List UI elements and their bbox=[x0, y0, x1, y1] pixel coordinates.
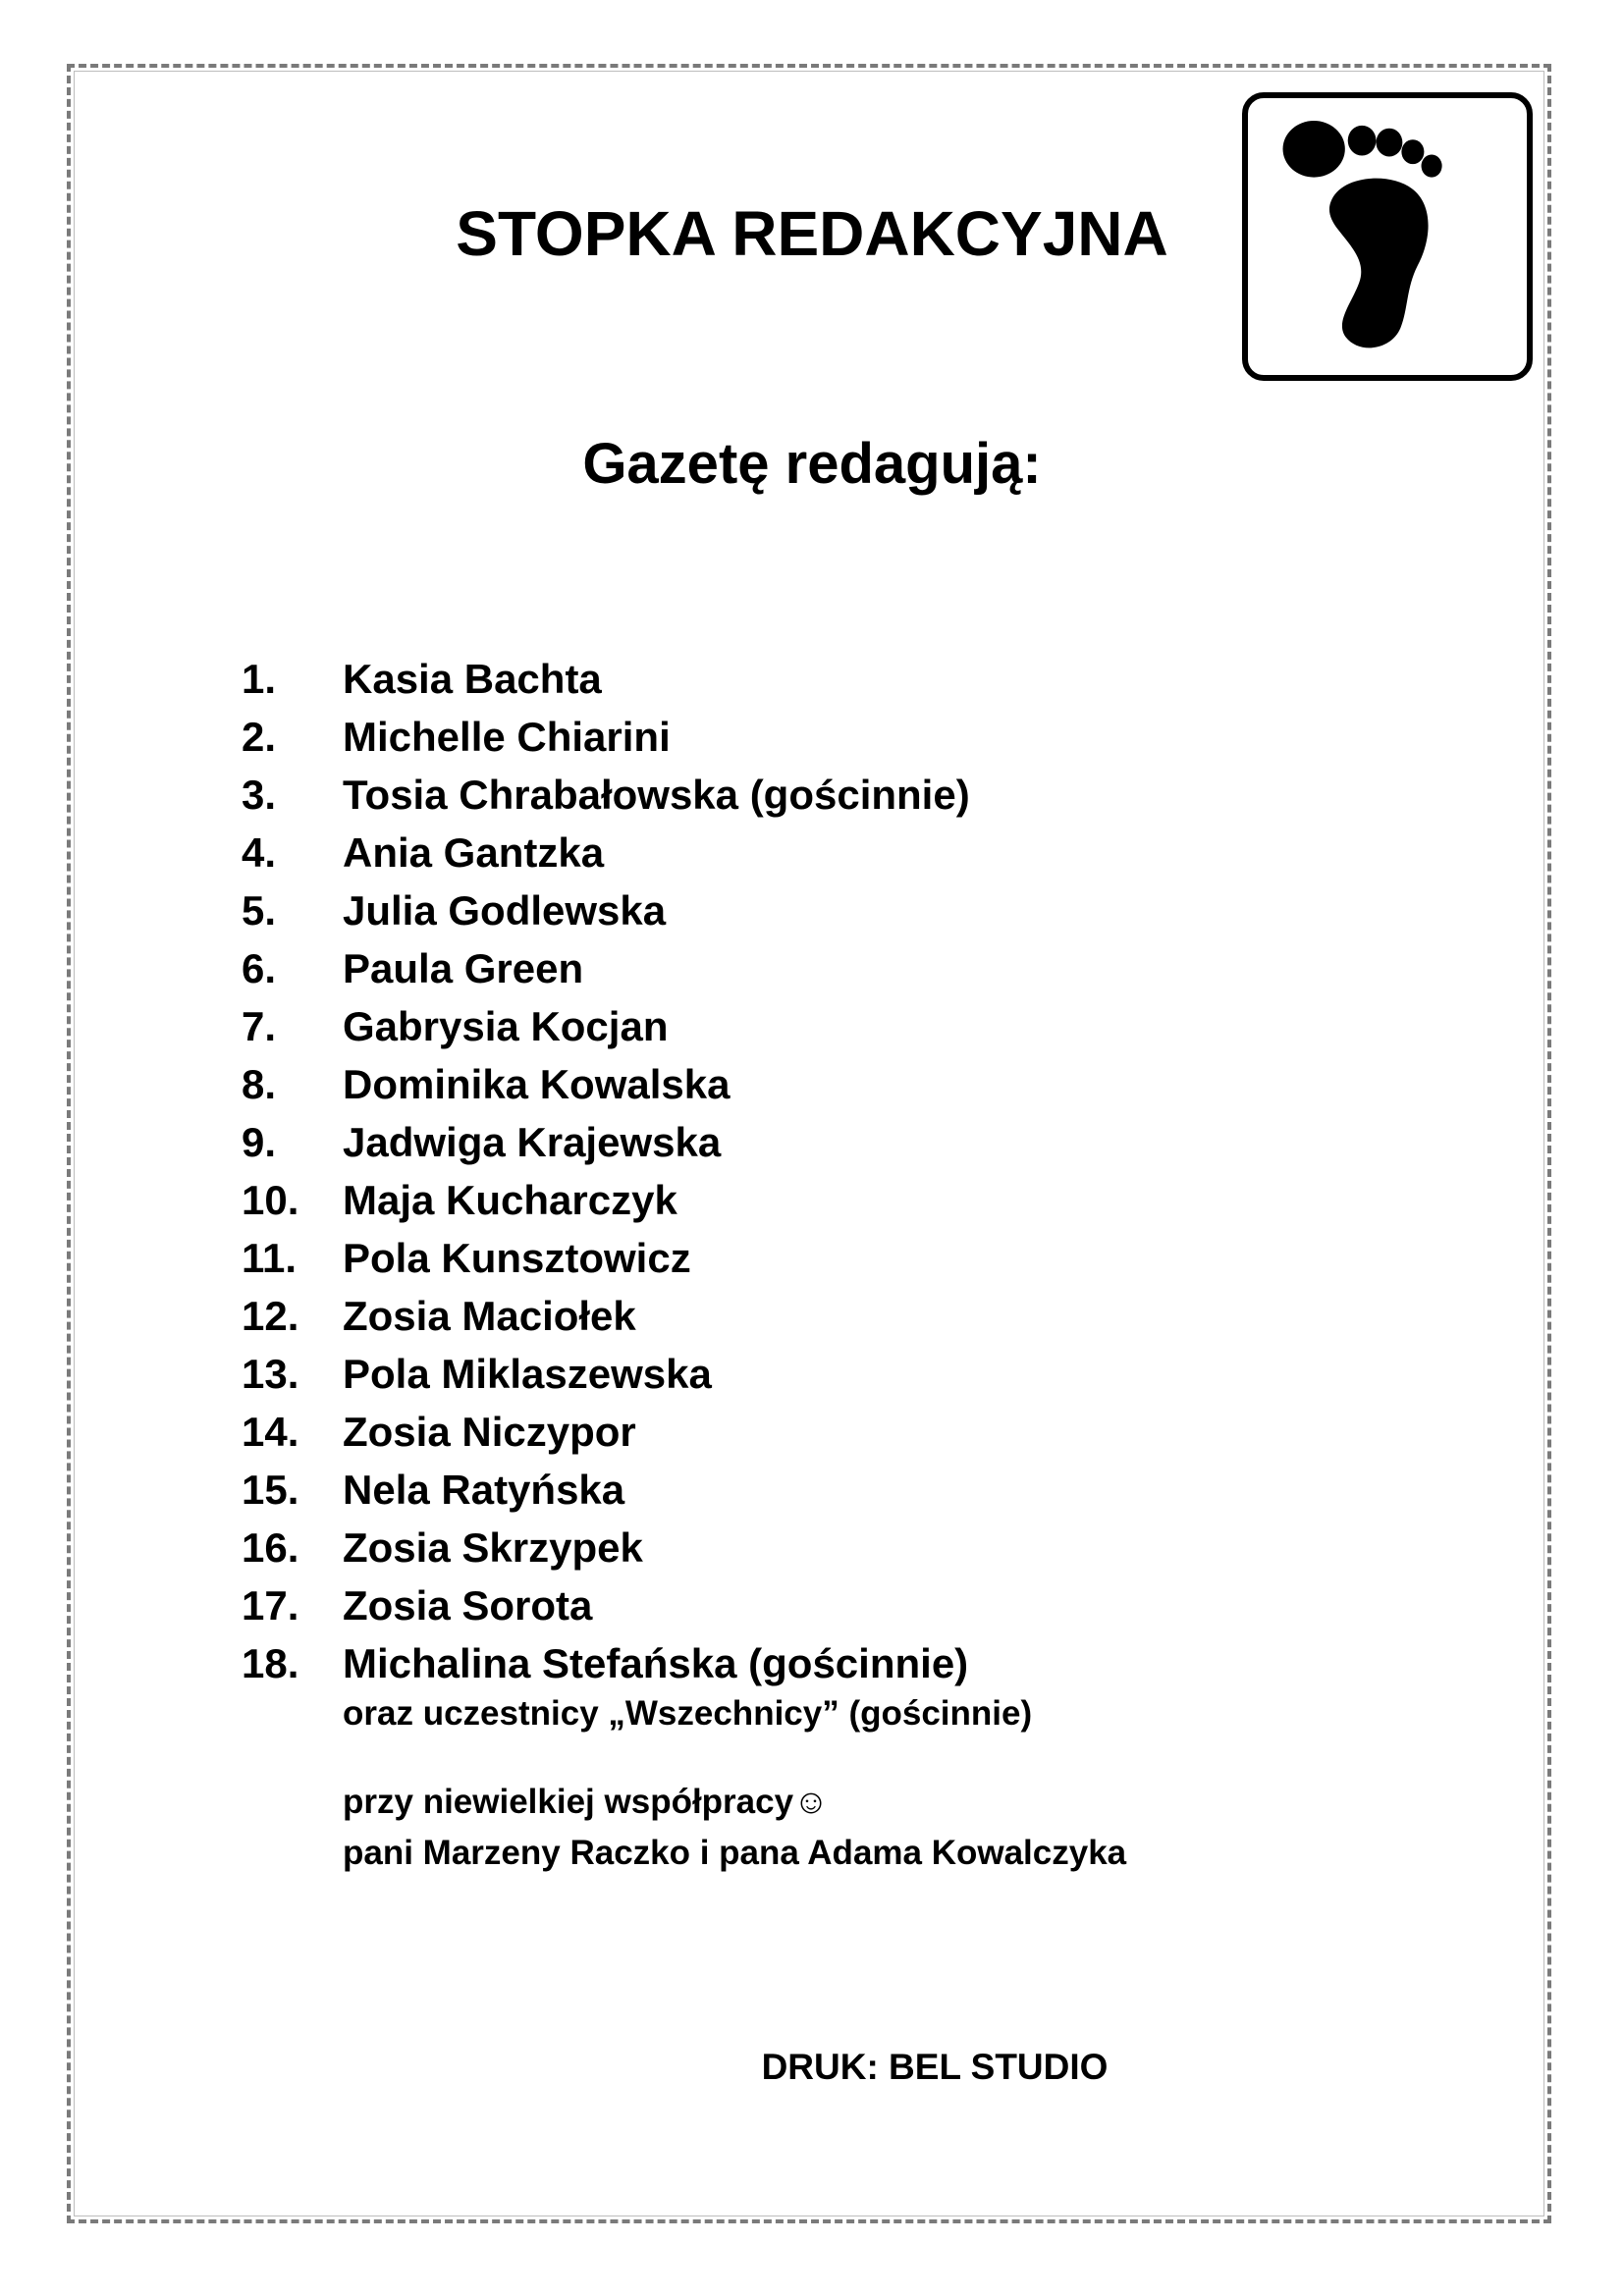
list-item bbox=[242, 1287, 970, 1345]
list-item-number: 13. bbox=[242, 1351, 299, 1397]
list-item-number: 14. bbox=[242, 1409, 299, 1455]
participants-note: oraz uczestnicy „Wszechnicy” (gościnnie) bbox=[343, 1694, 1033, 1733]
list-item bbox=[242, 1403, 970, 1461]
editor-list bbox=[242, 650, 970, 1692]
list-item-name: Zosia Maciołek bbox=[343, 1293, 636, 1339]
list-item bbox=[242, 1461, 970, 1519]
list-item-number: 4. bbox=[242, 829, 277, 876]
list-item-number: 6. bbox=[242, 945, 277, 991]
list-item-name: Ania Gantzka bbox=[343, 829, 605, 876]
cooperation-line-1: przy niewielkiej współpracy☺ bbox=[343, 1783, 829, 1821]
list-item-name: Nela Ratyńska bbox=[343, 1467, 625, 1513]
list-item-name: Gabrysia Kocjan bbox=[343, 1003, 669, 1049]
list-item bbox=[242, 997, 970, 1055]
list-item-name: Zosia Niczypor bbox=[343, 1409, 636, 1455]
list-item-number: 1. bbox=[242, 656, 277, 702]
footprint-icon bbox=[1242, 92, 1533, 381]
list-item-number: 12. bbox=[242, 1293, 299, 1339]
list-item bbox=[242, 939, 970, 997]
list-item bbox=[242, 1634, 970, 1692]
list-item-number: 10. bbox=[242, 1177, 299, 1223]
list-item-name: Pola Kunsztowicz bbox=[343, 1235, 691, 1281]
list-item bbox=[242, 1055, 970, 1113]
list-item-number: 11. bbox=[242, 1235, 298, 1281]
list-item bbox=[242, 1519, 970, 1576]
list-item-name: Paula Green bbox=[343, 945, 584, 991]
page-title: STOPKA REDAKCYJNA bbox=[456, 198, 1168, 269]
list-item bbox=[242, 1113, 970, 1171]
list-item bbox=[242, 824, 970, 881]
list-item-name: Zosia Sorota bbox=[343, 1582, 593, 1629]
list-item bbox=[242, 1345, 970, 1403]
list-item-name: Kasia Bachta bbox=[343, 656, 602, 702]
print-credit: DRUK: BEL STUDIO bbox=[761, 2047, 1109, 2087]
list-item-name: Michelle Chiarini bbox=[343, 714, 671, 760]
list-item-number: 9. bbox=[242, 1119, 277, 1165]
list-item-number: 17. bbox=[242, 1582, 299, 1629]
list-item-name: Jadwiga Krajewska bbox=[343, 1119, 722, 1165]
list-item bbox=[242, 881, 970, 939]
list-item-number: 5. bbox=[242, 887, 277, 934]
list-item-number: 3. bbox=[242, 772, 277, 818]
list-item-name: Tosia Chrabałowska (gościnnie) bbox=[343, 772, 970, 818]
list-item-name: Maja Kucharczyk bbox=[343, 1177, 677, 1223]
list-item-number: 7. bbox=[242, 1003, 277, 1049]
list-item-name: Michalina Stefańska (gościnnie) bbox=[343, 1640, 969, 1686]
list-item-name: Pola Miklaszewska bbox=[343, 1351, 712, 1397]
list-item-number: 15. bbox=[242, 1467, 299, 1513]
list-item-number: 8. bbox=[242, 1061, 277, 1107]
list-item bbox=[242, 766, 970, 824]
list-item-number: 18. bbox=[242, 1640, 299, 1686]
list-item bbox=[242, 1229, 970, 1287]
cooperation-line-2: pani Marzeny Raczko i pana Adama Kowalczyka bbox=[343, 1834, 1127, 1872]
list-item-number: 2. bbox=[242, 714, 277, 760]
list-item-number: 16. bbox=[242, 1524, 299, 1571]
list-item bbox=[242, 1171, 970, 1229]
list-item bbox=[242, 650, 970, 708]
editors-heading: Gazetę redagują: bbox=[582, 432, 1042, 496]
list-item-name: Dominika Kowalska bbox=[343, 1061, 731, 1107]
list-item-name: Julia Godlewska bbox=[343, 887, 667, 934]
list-item-name: Zosia Skrzypek bbox=[343, 1524, 643, 1571]
list-item bbox=[242, 1576, 970, 1634]
list-item bbox=[242, 708, 970, 766]
